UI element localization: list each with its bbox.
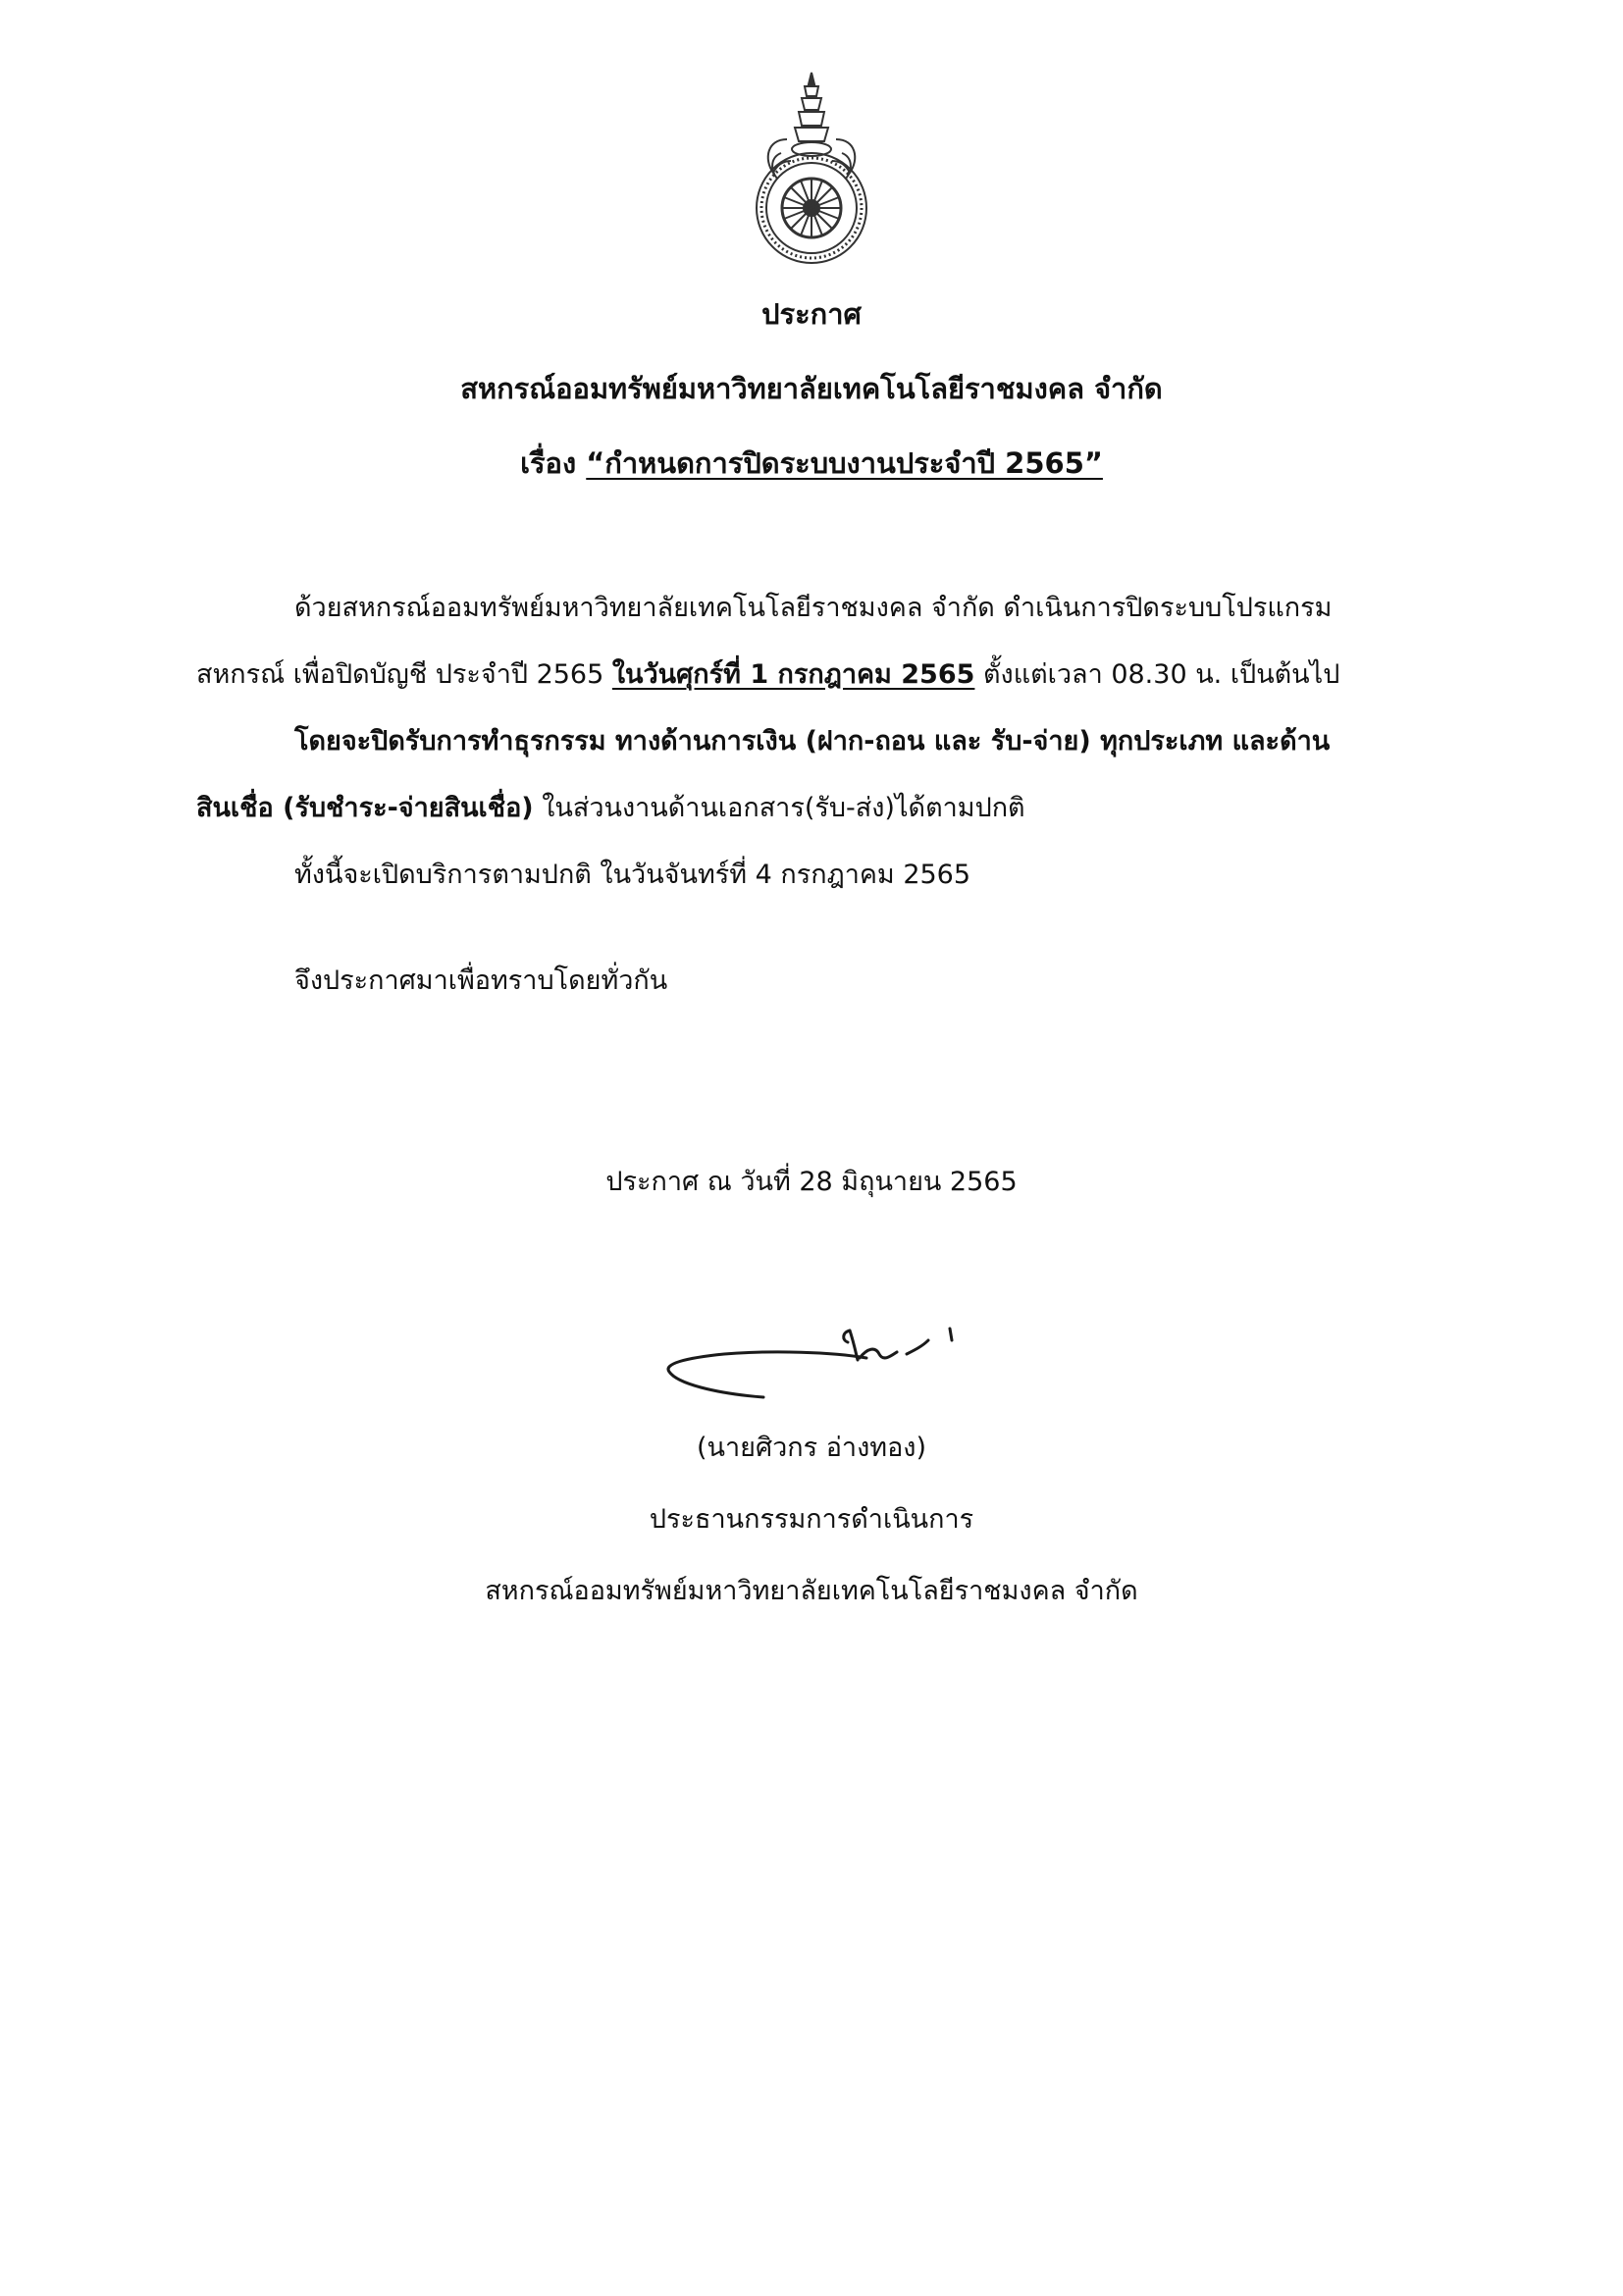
subject-title: “กำหนดการปิดระบบงานประจำปี 2565” bbox=[586, 446, 1103, 480]
paragraph-3: ทั้งนี้จะเปิดบริการตามปกติ ในวันจันทร์ที่ 4 กรกฎาคม 2565 bbox=[294, 860, 971, 890]
announcement-date: ประกาศ ณ วันที่ 28 มิถุนายน 2565 bbox=[605, 1167, 1018, 1197]
closing-date-highlight: ในวันศุกร์ที่ 1 กรกฎาคม 2565 bbox=[611, 659, 975, 690]
subject-line bbox=[0, 444, 1623, 483]
signatory-position: ประธานกรรมการดำเนินการ bbox=[649, 1504, 974, 1535]
organization-name: สหกรณ์ออมทรัพย์มหาวิทยาลัยเทคโนโลยีราชมงคล จำกัด bbox=[460, 372, 1163, 405]
signatory-organization: สหกรณ์ออมทรัพย์มหาวิทยาลัยเทคโนโลยีราชมงคล จำกัด bbox=[485, 1576, 1138, 1606]
paragraph-1-line-2 bbox=[196, 656, 1339, 694]
paragraph-1-line-1: ด้วยสหกรณ์ออมทรัพย์มหาวิทยาลัยเทคโนโลยีราชมงคล จำกัด ดำเนินการปิดระบบโปรแกรม bbox=[294, 593, 1333, 623]
signatory-name: (นายศิวกร อ่างทอง) bbox=[697, 1433, 926, 1463]
paragraph-2-line-2 bbox=[196, 790, 1025, 827]
paragraph-2-line-1: โดยจะปิดรับการทำธุรกรรม ทางด้านการเงิน (ฝาก-ถอน และ รับ-จ่าย) ทุกประเภท และด้าน bbox=[294, 726, 1331, 757]
paragraph-1-text-c: ตั้งแต่เวลา 08.30 น. เป็นต้นไป bbox=[974, 659, 1340, 690]
paragraph-1-text-a: สหกรณ์ เพื่อปิดบัญชี ประจำปี 2565 bbox=[196, 659, 612, 690]
paragraph-2-text-b: ในส่วนงานด้านเอกสาร(รับ-ส่ง)ได้ตามปกติ bbox=[533, 793, 1025, 823]
subject-prefix: เรื่อง bbox=[520, 446, 577, 480]
university-emblem-icon bbox=[748, 71, 875, 272]
closing-sentence: จึงประกาศมาเพื่อทราบโดยทั่วกัน bbox=[294, 965, 668, 996]
signature-icon bbox=[655, 1311, 989, 1405]
paragraph-2-text-a: สินเชื่อ (รับชำระ-จ่ายสินเชื่อ) bbox=[196, 793, 534, 823]
announcement-type: ประกาศ bbox=[761, 297, 862, 331]
